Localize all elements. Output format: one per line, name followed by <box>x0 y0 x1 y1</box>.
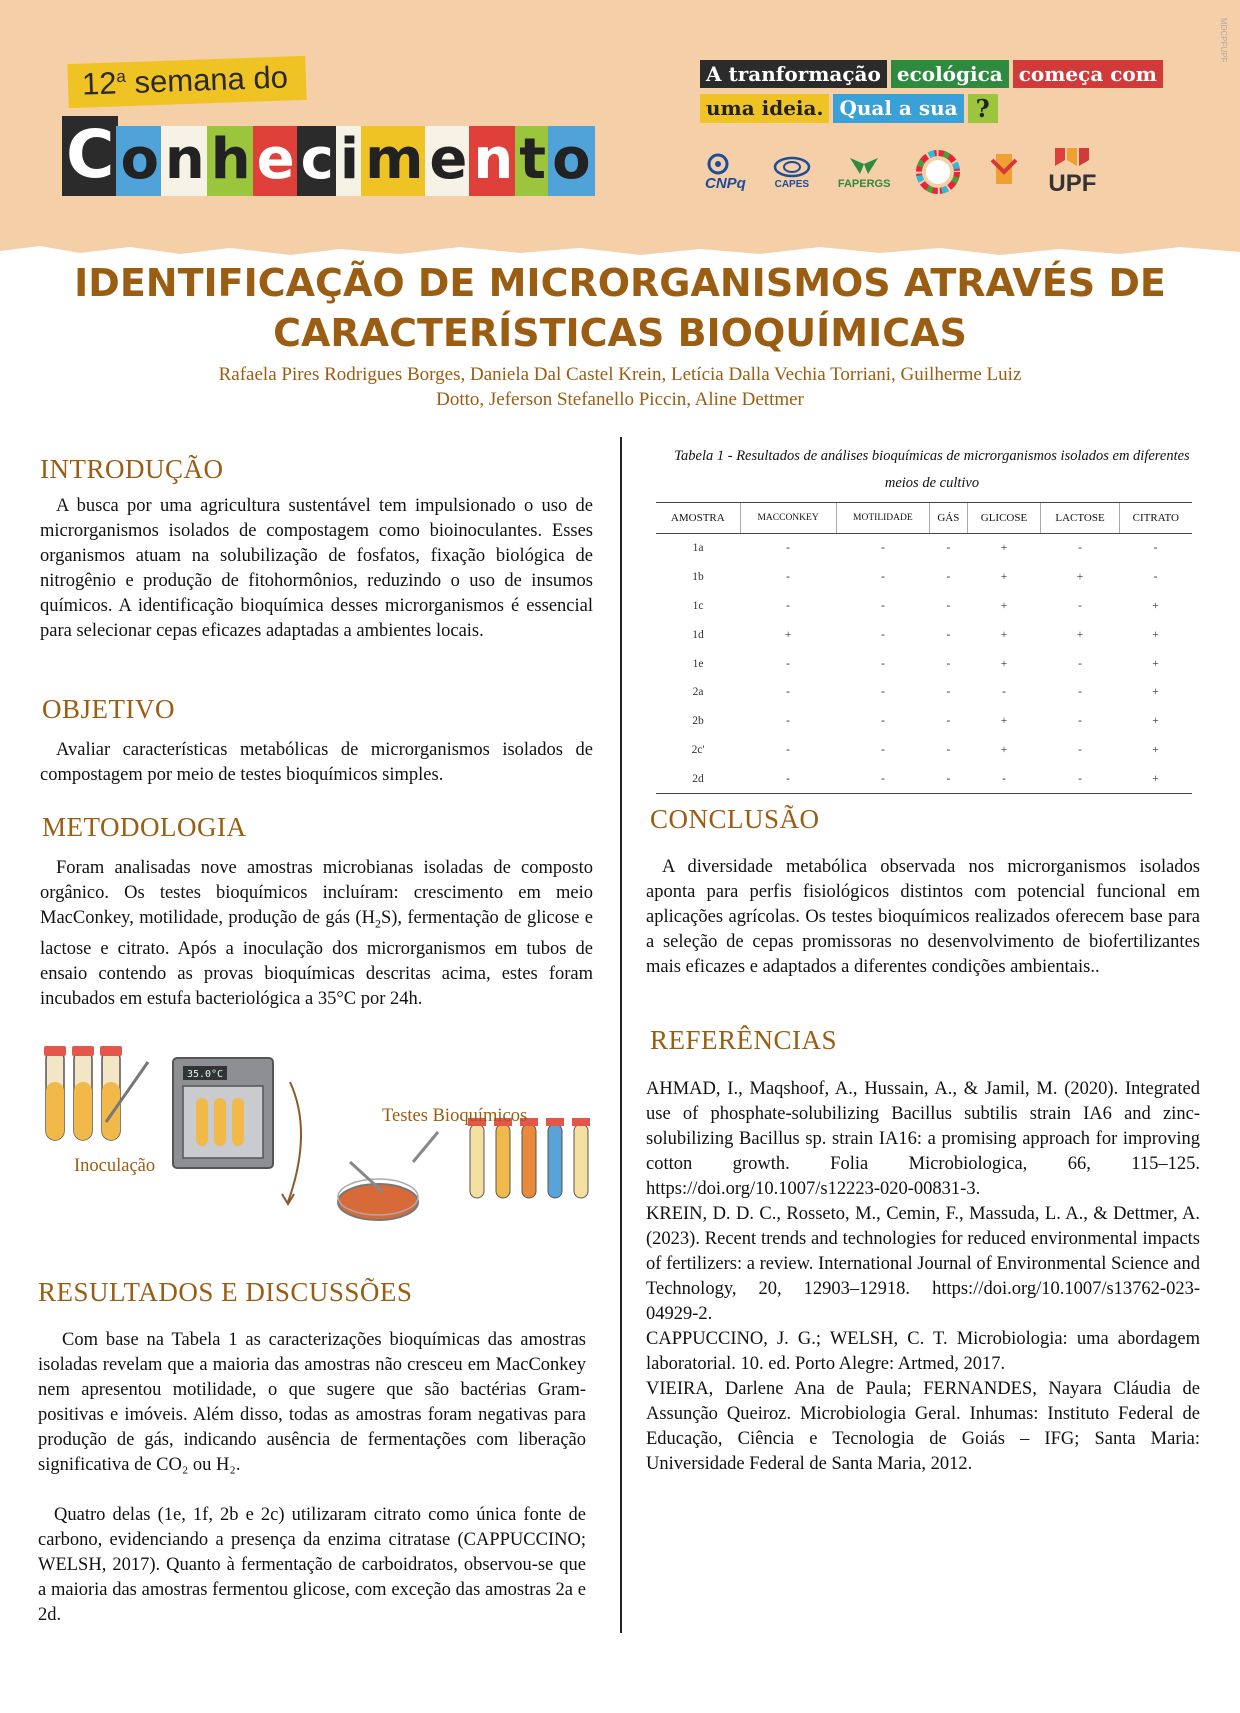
upf-logo: UPF <box>1048 146 1096 198</box>
sponsor-logos <box>705 146 1096 198</box>
result-cell: - <box>1078 743 1082 756</box>
result-cell: - <box>786 542 791 555</box>
sample-cell: 2a <box>692 686 704 699</box>
result-cell: + <box>1000 628 1008 641</box>
authors: Rafaela Pires Rodrigues Borges, Daniela Dal Castel Krein, Letícia Dalla Vechia Torriani, Guilherme Luiz Dotto, Jeferson Stefanello Piccin, Aline Dettmer <box>218 364 1022 410</box>
result-cell: - <box>946 657 951 670</box>
result-cell: + <box>784 628 792 641</box>
result-cell: - <box>740 764 836 793</box>
result-cell: - <box>880 542 885 555</box>
result-cell: + <box>1152 657 1159 670</box>
result-cell: - <box>880 599 885 612</box>
sample-cell: 1b <box>692 571 704 584</box>
results-heading: RESULTADOS E DISCUSSÕES <box>38 1277 413 1307</box>
upf-icon <box>1051 146 1093 170</box>
sample-cell: 1c <box>692 599 704 612</box>
result-cell: - <box>786 743 791 756</box>
result-cell: - <box>1078 542 1082 555</box>
sample-cell: 2b <box>692 715 704 728</box>
table-row <box>656 649 1192 678</box>
column-header: MACCONKEY <box>740 503 836 534</box>
column-header: AMOSTRA <box>656 503 740 534</box>
reference-item: VIEIRA, Darlene Ana de Paula; FERNANDES, Nayara Cláudia de Assunção Queiroz. Microbiologia Geral. Inhumas: Instituto Federal de Educação, Ciência e Tecnologia de Goiás – IFG; Santa Maria: Universidade Federal de Santa Maria, 2012. <box>646 1379 1200 1474</box>
column-header: LACTOSE <box>1041 503 1119 534</box>
result-cell: - <box>1078 715 1082 728</box>
sdg-wheel-logo <box>916 150 960 194</box>
result-cell: + <box>1152 743 1159 756</box>
table-row <box>656 678 1192 707</box>
slogan-part: A tranformação <box>700 60 887 88</box>
result-cell: - <box>946 686 951 699</box>
result-cell: + <box>1000 571 1008 584</box>
column-header: GLICOSE <box>967 503 1041 534</box>
table-header-row <box>656 503 1192 534</box>
logo-top-label: 12$^a$ semana do <box>67 56 306 108</box>
intro-heading: INTRODUÇÃO <box>40 454 224 484</box>
result-cell: - <box>1078 599 1082 612</box>
reference-item: AHMAD, I., Maqshoof, A., Hussain, A., & Jamil, M. (2020). Integrated use of phosphate-solubilizing Bacillus subtilis strain IA6 and zinc-solubilizing Bacillus sp. strain IA16: a promising approach for improving cotton growth. Folia Microbiologica, 66, 115–125. https://doi.org/10.1007/s12223-020-00831-3. <box>646 1079 1200 1199</box>
entrepreneur-logo <box>986 150 1022 194</box>
result-cell: + <box>1152 686 1159 699</box>
result-cell: + <box>1000 657 1008 670</box>
intro-text: A busca por uma agricultura sustentável tem impulsionado o uso de microrganismos isolados de compostagem como bioinoculantes. Esses organismos atuam na solubilização de fosfatos, fixação biológica de nitrogênio e produção de fitohormônios, reduzindo o uso de insumos químicos. A identificação bioquímica desses microrganismos é essencial para selecionar cepas eficazes adaptadas a ambientes locais. <box>40 496 593 641</box>
column-header: CITRATO <box>1119 503 1192 534</box>
result-cell: - <box>786 686 791 699</box>
result-cell: - <box>786 657 791 670</box>
inoculation-label: Inoculação <box>74 1156 156 1176</box>
lab-workflow-image <box>38 1042 593 1247</box>
sample-cell: 1d <box>692 628 704 641</box>
vertical-tag: MDCPFUPF <box>1219 18 1228 63</box>
results-table <box>656 502 1192 794</box>
event-logo <box>62 58 632 198</box>
biochemical-tubes <box>468 1118 590 1198</box>
slogan-part: uma ideia. <box>700 94 829 123</box>
result-cell: - <box>1153 571 1158 584</box>
logo-word: C o n h e c i m e n t o <box>62 116 593 196</box>
slogan-part: Qual a sua <box>833 94 963 123</box>
fapergs-logo: FAPERGS <box>838 154 891 190</box>
fapergs-icon <box>844 154 884 178</box>
result-cell: - <box>786 715 791 728</box>
conclusion-text: A diversidade metabólica observada nos microrganismos isolados aponta para perfis fisiológicos distintos com potencial funcional em aplicações agrícolas. Os testes bioquímicos realizados oferecem base para a seleção de cepas promissoras no desenvolvimento de biofertilizantes mais eficazes e adaptados a diferentes condições ambientais.. <box>646 857 1200 977</box>
table-row <box>656 534 1192 563</box>
objective-text: Avaliar características metabólicas de microrganismos isolados de compostagem por meio de testes bioquímicos simples. <box>40 740 593 785</box>
petri-dish <box>338 1132 438 1220</box>
reference-item: KREIN, D. D. C., Rosseto, M., Cemin, F., Massuda, L. A., & Dettmer, A. (2023). Recent trends and technologies for reduced environmental impacts of fertilizers: a review. International Journal of Environmental Science and Technology, 20, 12903–12918. https://doi.org/10.1007/s13762-023-04929-2. <box>646 1204 1200 1324</box>
result-cell: + <box>1000 599 1008 612</box>
result-cell: - <box>1153 542 1158 555</box>
slogan-part: ? <box>968 94 998 123</box>
result-cell: - <box>946 743 951 756</box>
references-heading: REFERÊNCIAS <box>650 1025 838 1055</box>
table-row <box>656 592 1192 621</box>
slogan-part: começa com <box>1013 60 1163 88</box>
result-cell: - <box>880 715 885 728</box>
incubator <box>173 1058 273 1168</box>
header-banner <box>0 0 1240 258</box>
slogan <box>700 60 1200 129</box>
result-cell: - <box>836 764 930 793</box>
conclusion-heading: CONCLUSÃO <box>650 804 820 834</box>
result-cell: - <box>880 571 885 584</box>
result-cell: - <box>786 599 791 612</box>
result-cell: + <box>1000 743 1008 756</box>
table-row <box>656 764 1192 793</box>
result-cell: + <box>1076 628 1084 641</box>
torn-paper-edge <box>0 243 1240 259</box>
table-row <box>656 620 1192 649</box>
result-cell: - <box>1078 686 1082 699</box>
result-cell: + <box>1152 628 1159 641</box>
result-cell: - <box>946 542 951 555</box>
methods-text: Foram analisadas nove amostras microbianas isoladas de composto orgânico. Os testes bioquímicos incluíram: crescimento em meio MacConkey, motilidade, produção de gás $(H_2S)$, fermentação de glicose e lactose e citrato. Após a inoculação dos microrganismos em tubos de ensaio contendo as provas bioquímicas descritas acima, estes foram incubados em estufa bacteriológica a 35°C por 24h. <box>40 858 593 1009</box>
result-cell: - <box>880 686 885 699</box>
result-cell: - <box>880 743 885 756</box>
cnpq-logo: CNPq <box>705 153 746 192</box>
svg-text:35.0°C: 35.0°C <box>186 1069 224 1080</box>
methodology-illustration <box>38 1042 593 1247</box>
result-cell: - <box>1002 686 1006 699</box>
result-cell: - <box>880 628 885 641</box>
methods-heading: METODOLOGIA <box>42 812 247 842</box>
tests-label: Testes Bioquímicos <box>382 1106 528 1126</box>
column-header: MOTILIDADE <box>836 503 930 534</box>
capes-logo: CAPES <box>772 155 812 190</box>
result-cell: - <box>946 715 951 728</box>
slogan-part: ecológica <box>891 60 1009 88</box>
results-text-2: Quatro delas (1e, 1f, 2b e 2c) utilizaram citrato como única fonte de carbono, evidenciando a presença da enzima citratase (CAPPUCCINO; WELSH, 2017). Quanto à fermentação de carboidratos, observou-se que a maioria das amostras fermentou glicose, com exceção das amostras 2a e 2d. <box>38 1505 586 1625</box>
sample-cell: 1a <box>692 542 704 555</box>
objective-heading: OBJETIVO <box>42 694 175 724</box>
result-cell: + <box>1152 715 1159 728</box>
sdg-wheel-icon <box>916 150 960 194</box>
sample-cell: 2d <box>656 764 740 793</box>
result-cell: - <box>1078 657 1082 670</box>
results-text-1: Com base na Tabela 1 as caracterizações bioquímicas das amostras isoladas revelam que a maioria das amostras não cresceu em MacConkey nem apresentou motilidade, o que sugere que são bactérias Gram-positivas e imóveis. Além disso, todas as amostras foram negativas para produção de gás, indicando ausência de fermentações com liberação significativa de CO₂ ou H₂. <box>38 1330 586 1475</box>
cnpq-icon <box>707 153 743 175</box>
result-cell: - <box>930 764 967 793</box>
column-divider <box>620 437 622 1633</box>
column-header: GÁS <box>930 503 967 534</box>
result-cell: - <box>946 628 951 641</box>
table-caption: Tabela 1 - Resultados de análises bioquímicas de microrganismos isolados em diferentes meios de cultivo <box>674 448 1190 491</box>
result-cell: + <box>1076 571 1084 584</box>
result-cell: - <box>946 599 951 612</box>
result-cell: + <box>1000 715 1008 728</box>
references-list <box>646 1077 1200 1477</box>
result-cell: + <box>1119 764 1192 793</box>
poster-title: IDENTIFICAÇÃO DE MICRORGANISMOS ATRAVÉS DE CARACTERÍSTICAS BIOQUÍMICAS <box>74 261 1166 355</box>
capes-icon <box>772 155 812 179</box>
result-cell: + <box>1000 542 1008 555</box>
sample-cell: 2c' <box>691 743 705 756</box>
person-icon <box>986 150 1022 194</box>
result-cell: - <box>1041 764 1119 793</box>
table-row <box>656 736 1192 765</box>
inoculation-tubes <box>44 1046 148 1140</box>
result-cell: + <box>1152 599 1159 612</box>
table-row <box>656 563 1192 592</box>
result-cell: - <box>967 764 1041 793</box>
result-cell: - <box>946 571 951 584</box>
result-cell: - <box>880 657 885 670</box>
result-cell: - <box>786 571 791 584</box>
reference-item: CAPPUCCINO, J. G.; WELSH, C. T. Microbiologia: uma abordagem laboratorial. 10. ed. Porto Alegre: Artmed, 2017. <box>646 1329 1200 1374</box>
table-row <box>656 707 1192 736</box>
sample-cell: 1e <box>692 657 704 670</box>
